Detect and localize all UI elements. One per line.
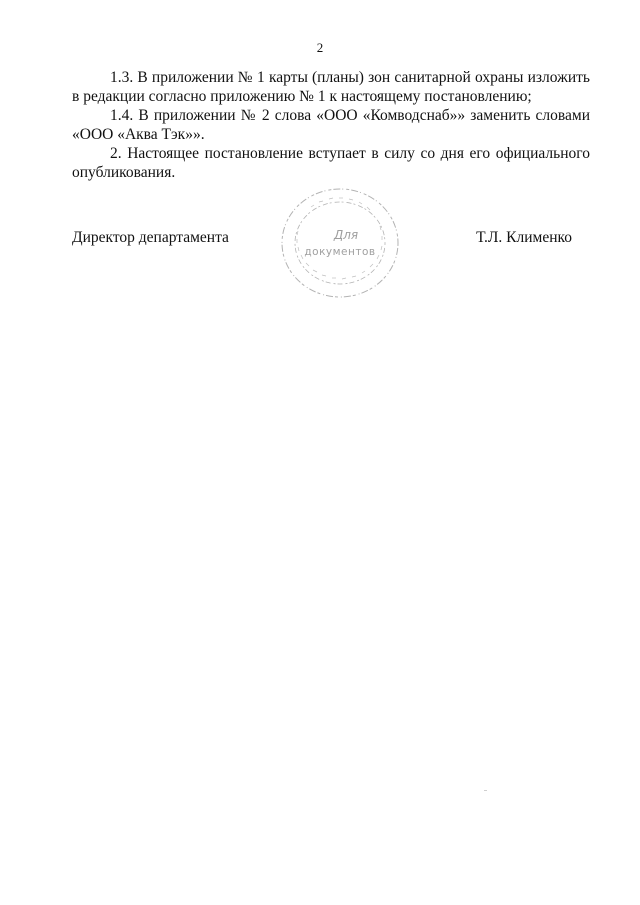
signatory-name: Т.Л. Клименко [476, 229, 572, 246]
scan-speck [484, 790, 487, 791]
official-seal-stamp [276, 183, 406, 303]
signatory-title: Директор департамента [72, 229, 229, 246]
paragraph-1-3: 1.3. В приложении № 1 карты (планы) зон санитарной охраны изложить в редакции согласно приложению № 1 к настоящему постановлению; [72, 69, 590, 105]
paragraph-2: 2. Настоящее постановление вступает в силу со дня его официального опубликования. [72, 145, 590, 181]
seal-inner-ring [295, 202, 385, 284]
document-body [72, 68, 590, 182]
seal-center-text-line2: документов [304, 246, 376, 258]
seal-center-text-line1: Для [333, 228, 359, 242]
seal-outer-ring [282, 189, 398, 297]
paragraph-1-4: 1.4. В приложении № 2 слова «ООО «Комводснаб»» заменить словами «ООО «Аква Тэк»». [72, 107, 590, 143]
page-number: 2 [316, 40, 324, 55]
